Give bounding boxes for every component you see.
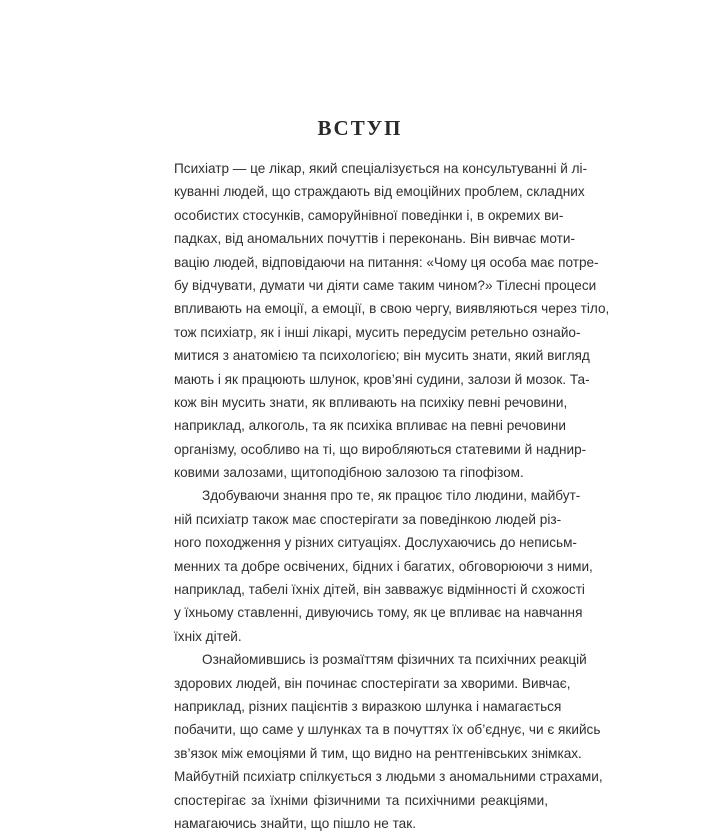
text-line: ковими залозами, щитоподібною залозою та гіпофізом. bbox=[174, 465, 524, 481]
text-line: менних та добре освічених, бідних і багатих, обговорюючи з ними, bbox=[174, 558, 593, 574]
text-line: особистих стосунків, саморуйнівної поведінки і, в окремих ви- bbox=[174, 207, 564, 223]
text-line: намагаючись знайти, що пішло не так. bbox=[174, 815, 416, 831]
text-line: кож він мусить знати, як впливають на психіку певні речовини, bbox=[174, 394, 568, 410]
text-line: падках, від аномальних почуттів і переконань. Він вивчає моти- bbox=[174, 231, 575, 247]
text-line: зв’язок між емоціями й тим, що видно на рентгенівських знімках. bbox=[174, 745, 582, 761]
text-line: у їхньому ставленні, дивуючись тому, як це впливає на навчання bbox=[174, 605, 583, 621]
text-line: Майбутній психіатр спілкується з людьми з аномальними страхами, bbox=[174, 769, 603, 785]
paragraph bbox=[174, 648, 603, 835]
text-line: куванні людей, що страждають від емоційних проблем, складних bbox=[174, 184, 585, 200]
page-title: ВСТУП bbox=[317, 116, 403, 140]
paragraph bbox=[174, 484, 593, 648]
text-line: їхніх дітей. bbox=[174, 628, 242, 644]
text-line: організму, особливо на ті, що виробляються статевими й наднир- bbox=[174, 441, 587, 457]
text-line: Психіатр — це лікар, який спеціалізується на консультуванні й лі- bbox=[174, 161, 588, 176]
text-line: мають і як працюють шлунок, кров’яні судини, залози й мозок. Та- bbox=[174, 371, 590, 387]
text-line: тож психіатр, як і інші лікарі, мусить передусім ретельно ознайо- bbox=[174, 324, 581, 340]
paragraph bbox=[174, 157, 610, 484]
text-line: спостерігає за їхніми фізичними та психічними реакціями, bbox=[174, 792, 548, 808]
text-line: бу відчувати, думати чи діяти саме таким чином?» Тілесні процеси bbox=[174, 277, 597, 293]
text-line: ній психіатр також має спостерігати за поведінкою людей різ- bbox=[174, 511, 562, 527]
text-line: наприклад, алкоголь, та як психіка впливає на певні речовини bbox=[174, 418, 566, 434]
text-line: Ознайомившись із розмаїттям фізичних та психічних реакцій bbox=[202, 652, 587, 668]
text-line: Здобуваючи знання про те, як працює тіло людини, майбут- bbox=[202, 488, 581, 504]
body-text bbox=[174, 157, 610, 835]
text-line: наприклад, різних пацієнтів з виразкою шлунка і намагається bbox=[174, 698, 562, 714]
text-line: митися з анатомією та психологією; він мусить знати, який вигляд bbox=[174, 348, 590, 364]
text-line: вацію людей, відповідаючи на питання: «Чому ця особа має потре- bbox=[174, 254, 599, 270]
text-line: побачити, що саме у шлунках та в почуттях їх об’єднує, чи є якийсь bbox=[174, 722, 601, 738]
text-line: ного походження у різних ситуаціях. Дослухаючись до неписьм- bbox=[174, 535, 577, 551]
text-line: впливають на емоції, а емоції, в свою чергу, виявляються через тіло, bbox=[174, 301, 610, 317]
text-line: наприклад, табелі їхніх дітей, він завважує відмінності й схожості bbox=[174, 582, 585, 598]
text-line: здорових людей, він починає спостерігати за хворими. Вивчає, bbox=[174, 675, 571, 691]
